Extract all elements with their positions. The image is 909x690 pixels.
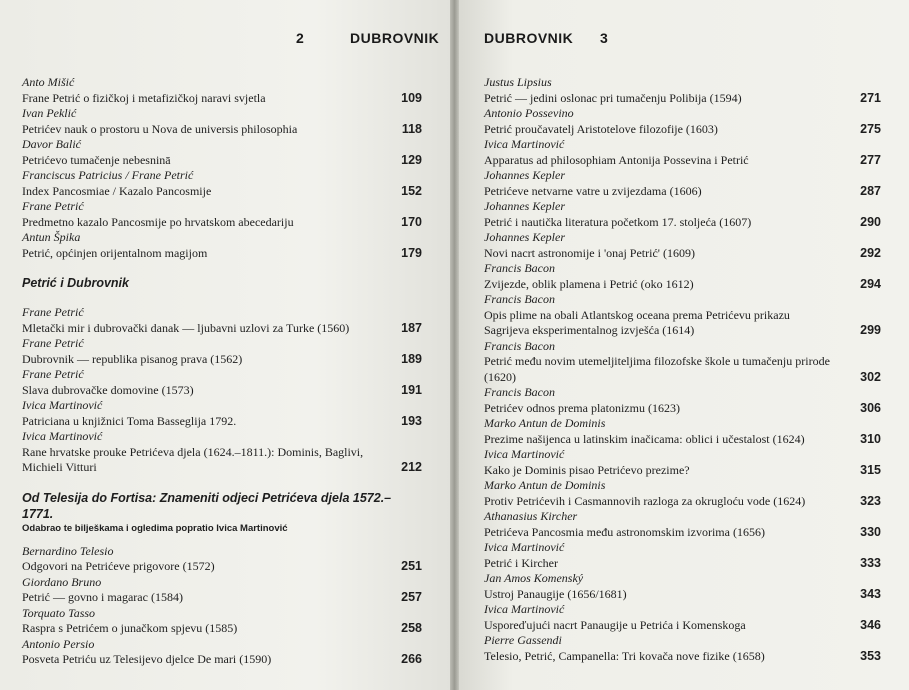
toc-list-left xyxy=(22,75,422,668)
entry-page-number: 191 xyxy=(401,382,422,397)
toc-entry xyxy=(484,106,881,137)
entry-title: Opis plime na obali Atlantskog oceana prema Petrićevu prikazu Sagrijeva eksperimentalnog izvješća (1614) xyxy=(484,307,790,337)
entry-title: Dubrovnik — republika pisanog prava (1562) xyxy=(22,351,243,366)
entry-author: Athanasius Kircher xyxy=(484,509,578,523)
toc-entry xyxy=(484,509,881,540)
spacer xyxy=(22,291,422,305)
entry-title: Protiv Petrićevih i Casmannovih razloga za okrugloću vode (1624) xyxy=(484,493,806,508)
section-heading: Petrić i Dubrovnik xyxy=(22,276,129,290)
entry-author: Torquato Tasso xyxy=(22,605,96,620)
entry-page-number: 310 xyxy=(860,431,881,446)
toc-entry xyxy=(22,575,422,606)
entry-author: Antonio Persio xyxy=(22,636,95,651)
toc-entry xyxy=(484,633,881,664)
entry-author: Ivica Martinović xyxy=(22,398,103,412)
toc-entry xyxy=(22,398,422,429)
entry-author: Ivica Martinović xyxy=(484,602,565,616)
entry-page-number: 271 xyxy=(860,90,881,105)
entry-author: Justus Lipsius xyxy=(484,75,552,89)
entry-title: Telesio, Petrić, Campanella: Tri kovača nove fizike (1658) xyxy=(484,648,765,663)
entry-title: Mletački mir i dubrovački danak — ljubavni uzlovi za Turke (1560) xyxy=(22,320,350,335)
toc-entry xyxy=(22,637,422,668)
entry-title: Rane hrvatske prouke Petrićeva djela (1624.–1811.): Dominis, Baglivi, Michieli Vitturi xyxy=(22,444,364,474)
section-note: Odabrao te bilješkama i ogledima popratio Ivica Martinović xyxy=(22,522,288,534)
section-heading: Od Telesija do Fortisa: Znameniti odjeci Petrićeva djela 1572.–1771. xyxy=(22,490,392,521)
spacer xyxy=(22,476,422,490)
entry-author: Johannes Kepler xyxy=(484,230,565,244)
toc-entry xyxy=(22,336,422,367)
spacer xyxy=(22,535,422,544)
entry-page-number: 179 xyxy=(401,245,422,260)
running-head: DUBROVNIK xyxy=(350,30,440,46)
entry-author: Ivica Martinović xyxy=(484,137,565,151)
toc-entry xyxy=(22,106,422,137)
entry-author: Davor Balić xyxy=(22,137,81,151)
entry-title: Raspra s Petrićem o junačkom spjevu (1585) xyxy=(22,621,238,635)
toc-entry xyxy=(22,199,422,230)
entry-author: Franciscus Patricius / Frane Petrić xyxy=(22,168,194,182)
toc-entry xyxy=(484,478,881,509)
entry-page-number: 187 xyxy=(401,320,422,335)
entry-title: Zvijezde, oblik plamena i Petrić (oko 1612) xyxy=(484,276,694,291)
toc-entry xyxy=(22,168,422,199)
toc-entry xyxy=(484,540,881,571)
entry-title: Petrićeve netvarne vatre u zvijezdama (1606) xyxy=(484,183,702,198)
entry-page-number: 275 xyxy=(860,121,881,136)
entry-author: Johannes Kepler xyxy=(484,199,565,213)
entry-author: Francis Bacon xyxy=(484,338,555,353)
toc-entry xyxy=(484,602,881,633)
left-page xyxy=(0,0,450,690)
entry-page-number: 212 xyxy=(401,460,422,474)
toc-group-top xyxy=(22,75,422,261)
entry-author: Antun Špika xyxy=(22,230,81,244)
entry-title: Petrić i Kircher xyxy=(484,555,558,570)
toc-entry xyxy=(22,429,422,476)
toc-entry xyxy=(22,75,422,106)
entry-page-number: 306 xyxy=(860,400,881,415)
entry-author: Pierre Gassendi xyxy=(484,633,562,647)
toc-entry xyxy=(22,137,422,168)
entry-page-number: 193 xyxy=(401,413,422,428)
toc-entry xyxy=(484,416,881,447)
entry-page-number: 323 xyxy=(860,493,881,508)
entry-page-number: 109 xyxy=(401,90,422,105)
toc-entry xyxy=(22,230,422,261)
entry-title: Apparatus ad philosophiam Antonija Possevina i Petrić xyxy=(484,152,749,167)
running-head-right: DUBROVNIK xyxy=(484,30,574,46)
entry-title: Posveta Petriću uz Telesijevo djelce De mari (1590) xyxy=(22,652,272,666)
entry-author: Ivica Martinović xyxy=(22,429,103,443)
entry-title: Prezime našijenca u latinskim inačicama: oblici i učestalost (1624) xyxy=(484,431,805,446)
entry-author: Francis Bacon xyxy=(484,261,555,275)
entry-title: Petrić proučavatelj Aristotelove filozofije (1603) xyxy=(484,121,718,136)
entry-page-number: 302 xyxy=(860,369,881,384)
entry-author: Marko Antun de Dominis xyxy=(484,478,606,492)
entry-title: Odgovori na Petrićeve prigovore (1572) xyxy=(22,559,215,573)
entry-title: Patriciana u knjižnici Toma Basseglija 1792. xyxy=(22,413,237,428)
toc-entry xyxy=(484,447,881,478)
toc-entry xyxy=(484,75,881,106)
entry-author: Giordano Bruno xyxy=(22,574,102,589)
entry-page-number: 189 xyxy=(401,351,422,366)
entry-page-number: 152 xyxy=(401,183,422,198)
entry-page-number: 170 xyxy=(401,214,422,229)
toc-entry xyxy=(484,168,881,199)
entry-title: Predmetno kazalo Pancosmije po hrvatskom abecedariju xyxy=(22,214,294,229)
page-number-right: 3 xyxy=(600,30,608,46)
entry-title: Petrić i nautička literatura početkom 17. stoljeća (1607) xyxy=(484,214,752,229)
entry-author: Ivan Peklić xyxy=(22,106,77,120)
entry-author: Ivica Martinović xyxy=(484,540,565,554)
entry-author: Marko Antun de Dominis xyxy=(484,416,606,430)
entry-author: Francis Bacon xyxy=(484,292,555,306)
toc-entry xyxy=(22,606,422,637)
entry-author: Ivica Martinović xyxy=(484,447,565,461)
entry-title: Index Pancosmiae / Kazalo Pancosmije xyxy=(22,183,212,198)
entry-page-number: 118 xyxy=(401,121,422,136)
toc-entry xyxy=(484,571,881,602)
entry-title: Petrićev odnos prema platonizmu (1623) xyxy=(484,400,680,415)
entry-page-number: 346 xyxy=(860,617,881,632)
entry-page-number: 299 xyxy=(860,323,881,337)
entry-page-number: 292 xyxy=(860,245,881,260)
toc-entry xyxy=(484,137,881,168)
entry-page-number: 290 xyxy=(860,214,881,229)
toc-entry xyxy=(484,292,881,339)
entry-title: Usporeďujući nacrt Panaugije u Petrića i Komenskoga xyxy=(484,617,746,632)
entry-page-number: 266 xyxy=(401,652,422,666)
entry-page-number: 257 xyxy=(401,590,422,604)
entry-author: Jan Amos Komenský xyxy=(484,571,584,585)
entry-title: Petrić među novim utemeljiteljima filozofske škole u tumačenju prirode (1620) xyxy=(484,354,830,384)
toc-entry xyxy=(484,261,881,292)
entry-author: Francis Bacon xyxy=(484,385,555,399)
entry-title: Ustroj Panaugije (1656/1681) xyxy=(484,586,627,601)
entry-title: Frane Petrić o fizičkoj i metafizičkoj naravi svjetla xyxy=(22,90,266,105)
toc-entry xyxy=(484,339,881,386)
page-number: 2 xyxy=(296,30,304,46)
entry-page-number: 251 xyxy=(401,559,422,573)
entry-title: Petrićeva Pancosmia među astronomskim izvorima (1656) xyxy=(484,524,765,539)
entry-author: Frane Petrić xyxy=(22,367,84,381)
toc-entry xyxy=(22,367,422,398)
entry-title: Petrićevo tumačenje nebesninā xyxy=(22,152,171,167)
toc-entry xyxy=(484,230,881,261)
entry-page-number: 294 xyxy=(860,276,881,291)
entry-page-number: 333 xyxy=(860,555,881,570)
entry-title: Novi nacrt astronomije i 'onaj Petrić' (1609) xyxy=(484,245,695,260)
entry-page-number: 258 xyxy=(401,621,422,635)
toc-entry xyxy=(22,305,422,336)
entry-author: Frane Petrić xyxy=(22,199,84,213)
toc-entry xyxy=(484,385,881,416)
toc-group-section1 xyxy=(22,305,422,476)
entry-title: Petrićev nauk o prostoru u Nova de universis philosophia xyxy=(22,121,298,136)
entry-author: Frane Petrić xyxy=(22,336,84,350)
entry-author: Bernardino Telesio xyxy=(22,543,114,558)
entry-page-number: 353 xyxy=(860,648,881,663)
entry-title: Petrić — govno i magarac (1584) xyxy=(22,590,183,604)
entry-author: Antonio Possevino xyxy=(484,106,574,120)
entry-page-number: 330 xyxy=(860,524,881,539)
entry-author: Anto Mišić xyxy=(22,75,75,89)
entry-page-number: 287 xyxy=(860,183,881,198)
entry-page-number: 343 xyxy=(860,586,881,601)
toc-list-right xyxy=(484,75,881,664)
entry-page-number: 129 xyxy=(401,152,422,167)
entry-title: Kako je Dominis pisao Petrićevo prezime? xyxy=(484,462,690,477)
toc-group-section2 xyxy=(22,544,422,668)
book-gutter xyxy=(450,0,459,690)
entry-page-number: 277 xyxy=(860,152,881,167)
toc-entry xyxy=(22,544,422,575)
toc-entry xyxy=(484,199,881,230)
entry-author: Frane Petrić xyxy=(22,305,84,319)
entry-title: Slava dubrovačke domovine (1573) xyxy=(22,382,194,397)
entry-title: Petrić, općinjen orijentalnom magijom xyxy=(22,245,208,260)
entry-title: Petrić — jedini oslonac pri tumačenju Polibija (1594) xyxy=(484,90,742,105)
spacer xyxy=(22,261,422,275)
entry-page-number: 315 xyxy=(860,462,881,477)
entry-author: Johannes Kepler xyxy=(484,168,565,182)
